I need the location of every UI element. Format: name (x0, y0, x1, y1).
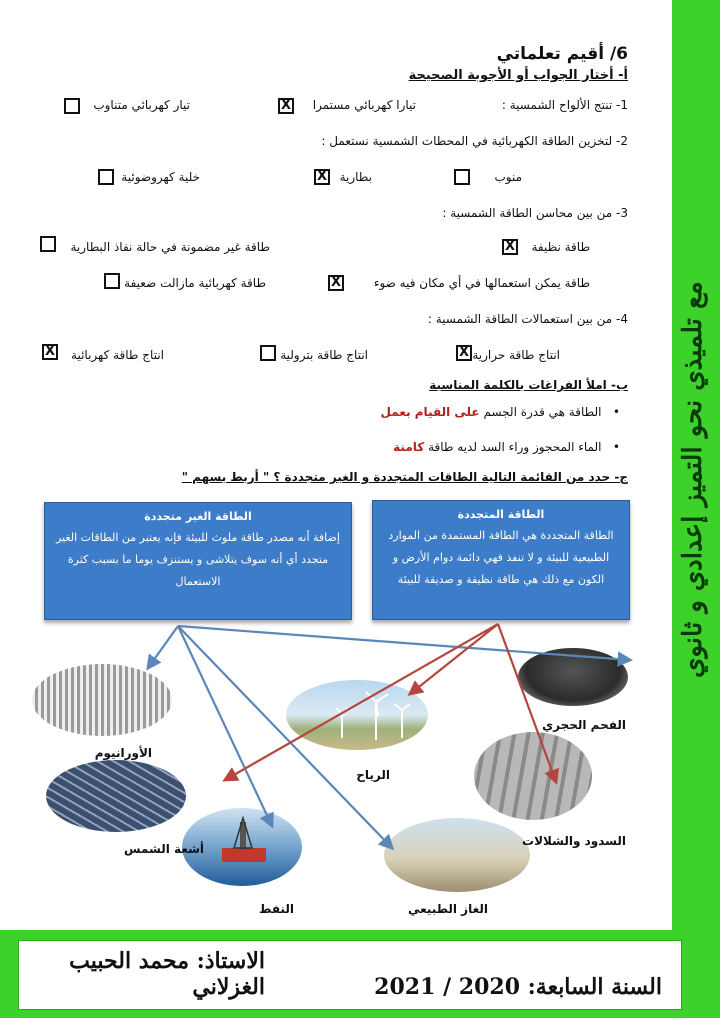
arrow-non-renewable-to-oil (178, 626, 272, 826)
q1-option-1-label: تيارا كهربائي مستمرا (312, 98, 416, 112)
footer-teacher: الاستاذ: محمد الحبيب الغزلاني (69, 948, 265, 1000)
arrow-non-renewable-to-coal (178, 626, 630, 660)
section-a-heading: أ- أختار الجواب أو الأجوبة الصحيحة (408, 68, 628, 83)
fill-sentence-1-answer[interactable]: على القيام بعمل (380, 405, 480, 419)
q3-option-1-label: طاقة نظيفة (531, 240, 590, 254)
exercise-title: 6/ أقيم تعلماتي (496, 44, 628, 64)
sun-caption: أشعة الشمس (124, 842, 204, 856)
gas-caption: الغاز الطبيعي (407, 902, 488, 916)
non-renewable-energy-title: الطاقة الغير متجددة (144, 510, 252, 523)
q1-option-1-checkbox[interactable]: X (278, 98, 294, 114)
coal-caption: الفحم الحجري (542, 718, 626, 732)
uranium-caption: الأورانيوم (94, 746, 152, 760)
renewable-energy-definition: الطاقة المتجددة هي الطاقة المستمدة من الموارد الطبيعية للبيئة و لا تنفذ فهي دائمة دوام الأرض و الكون مع ذلك هي طاقة نظيفة و صديقة للبيئة (388, 529, 614, 586)
fill-sentence-2-text: الماء المحجوز وراء السد لديه طاقة (428, 440, 602, 454)
footer-year: السنة السابعة: 2020 / 2021 (374, 974, 662, 1000)
arrow-renewable-to-sun (225, 624, 498, 780)
fill-sentence-1-text: الطاقة هي قدرة الجسم (483, 405, 602, 419)
q4-option-1-label: انتاج طاقة حرارية (472, 348, 560, 362)
q3-option-3-checkbox[interactable]: X (328, 275, 344, 291)
q4-option-3-checkbox[interactable]: X (42, 344, 58, 360)
non-renewable-energy-definition: إضافة أنه مصدر طاقة ملوث للبيئة فإنه يعتبر من الطاقات الغير متجدد أي أنه سوف يتلاشى و يستنزف يوما ما بسبب كثرة الاستعمال (56, 531, 340, 588)
q1-stem: 1- تنتج الألواح الشمسية : (501, 98, 628, 112)
q3-option-4-label: طاقة كهربائية مازالت ضعيفة (124, 276, 266, 290)
q2-option-3-label: خلية كهروضوئية (121, 170, 200, 184)
bullet-dot: • (605, 405, 620, 419)
fill-sentence-2-answer[interactable]: كامنة (393, 440, 425, 454)
dams-caption: السدود والشلالات (522, 834, 626, 848)
q3-option-3-label: طاقة يمكن استعمالها في أي مكان فيه ضوء (373, 276, 590, 290)
section-c-heading: ج- حدد من القائمة التالية الطاقات المتجددة و الغير متجددة ؟ " أربط بسهم " (181, 470, 628, 484)
q3-option-1-checkbox[interactable]: X (502, 239, 518, 255)
q4-option-2-label: انتاج طاقة بترولية (280, 348, 368, 362)
q2-option-1-label: منوب (494, 170, 522, 184)
q3-stem: 3- من بين محاسن الطاقة الشمسية : (442, 206, 628, 220)
q2-option-2-checkbox[interactable]: X (314, 169, 330, 185)
bullet-dot: • (605, 440, 620, 454)
arrow-renewable-to-wind (410, 624, 498, 694)
wind-caption: الرياح (356, 768, 390, 782)
oil-caption: النفط (258, 902, 294, 916)
arrow-non-renewable-to-gas (178, 626, 392, 848)
q3-option-2-label: طاقة غير مضمونة في حالة نفاذ البطارية (70, 240, 270, 254)
arrow-renewable-to-dams (498, 624, 556, 782)
q1-option-2-label: تيار كهربائي متناوب (93, 98, 190, 112)
band-slogan: مع تلميذي نحو التميز إعدادي و ثانوي (678, 281, 708, 679)
section-b-heading: ب- املأ الفراغات بالكلمة المناسبة (429, 378, 628, 392)
renewable-energy-title: الطاقة المتجددة (457, 508, 545, 521)
arrow-non-renewable-to-uranium (148, 626, 178, 668)
q4-stem: 4- من بين استعمالات الطاقة الشمسية : (427, 312, 628, 326)
q2-stem: 2- لتخزين الطاقة الكهربائية في المحطات الشمسية نستعمل : (321, 134, 628, 148)
q4-option-3-label: انتاج طاقة كهربائية (71, 348, 164, 362)
q4-option-1-checkbox[interactable]: X (456, 345, 472, 361)
q2-option-2-label: بطارية (339, 170, 372, 184)
